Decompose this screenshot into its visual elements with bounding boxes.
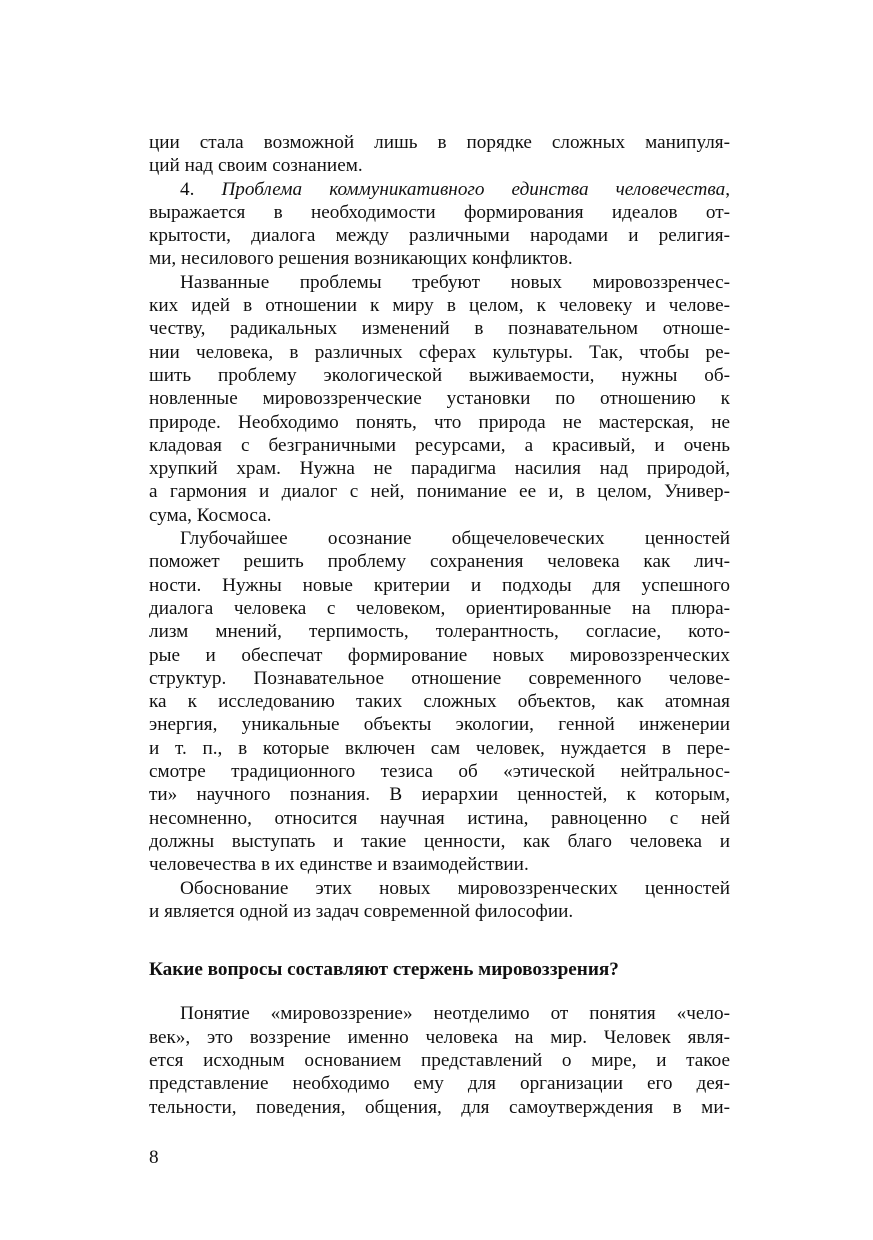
paragraph-4 <box>149 527 730 876</box>
text-line: сума, Космоса. <box>149 504 272 526</box>
spacer <box>149 923 730 958</box>
spacer <box>149 981 730 1002</box>
text-line: ности. Нужны новые критерии и подходы для успешного <box>149 574 730 596</box>
text-line: кладовая с безграничными ресурсами, а красивый, и очень <box>149 434 730 456</box>
text-line: выражается в необходимости формирования идеалов от- <box>149 201 730 223</box>
text-line: Понятие «мировоззрение» неотделимо от понятия «чело- <box>180 1003 730 1025</box>
text-line: ти» научного познания. В иерархии ценностей, к которым, <box>149 784 730 806</box>
text-line: и т. п., в которые включен сам человек, нуждается в пере- <box>149 737 730 759</box>
text-line: ций над своим сознанием. <box>149 155 363 177</box>
text-line: Обоснование этих новых мировоззренческих ценностей <box>180 877 730 899</box>
list-number: 4. <box>180 178 222 200</box>
text-line: хрупкий храм. Нужна не парадигма насилия над природой, <box>149 458 730 480</box>
text-line: представление необходимо ему для организации его дея- <box>149 1073 730 1095</box>
text-line: крытости, диалога между различными народами и религия- <box>149 225 730 247</box>
text-block <box>149 131 730 1119</box>
page-number: 8 <box>149 1147 159 1168</box>
paragraph-6 <box>149 1002 730 1118</box>
text-line: несомненно, относится научная истина, равноценно с ней <box>149 807 730 829</box>
text-line: ких идей в отношении к миру в целом, к человеку и челове- <box>149 295 730 317</box>
text-line: шить проблему экологической выживаемости, нужны об- <box>149 364 730 386</box>
text-line: ми, несилового решения возникающих конфликтов. <box>149 248 573 270</box>
text-line: смотре традиционного тезиса об «этической нейтральнос- <box>149 761 730 783</box>
text-line: диалога человека с человеком, ориентированные на плюра- <box>149 597 730 619</box>
text-line: рые и обеспечат формирование новых мировоззренческих <box>149 644 730 666</box>
text-line: нии человека, в различных сферах культуры. Так, чтобы ре- <box>149 341 730 363</box>
italic-term: Проблема коммуникативного единства человечества <box>221 178 726 200</box>
paragraph-5 <box>149 877 730 924</box>
paragraph-3 <box>149 271 730 527</box>
text-line: ется исходным основанием представлений о мире, и такое <box>149 1049 730 1071</box>
text-line: поможет решить проблему сохранения человека как лич- <box>149 551 730 573</box>
paragraph-1 <box>149 131 730 178</box>
text-line: а гармония и диалог с ней, понимание ее и, в целом, Универ- <box>149 481 730 503</box>
text-line: ка к исследованию таких сложных объектов, как атомная <box>149 691 730 713</box>
text-line: честву, радикальных изменений в познавательном отноше- <box>149 318 730 340</box>
text-line <box>149 178 730 201</box>
section-heading: Какие вопросы составляют стержень мировоззрения? <box>149 959 619 981</box>
text-line: структур. Познавательное отношение современного челове- <box>149 667 730 689</box>
text-line: Названные проблемы требуют новых мировоззренчес- <box>180 271 730 293</box>
text-line: энергия, уникальные объекты экологии, генной инженерии <box>149 714 730 736</box>
text-line: должны выступать и такие ценности, как благо человека и <box>149 830 730 852</box>
text-line: век», это воззрение именно человека на мир. Человек явля- <box>149 1026 730 1048</box>
comma: , <box>725 178 730 200</box>
text-line: ции стала возможной лишь в порядке сложных манипуля- <box>149 132 730 153</box>
text-line: лизм мнений, терпимость, толерантность, согласие, кото- <box>149 621 730 643</box>
text-line: тельности, поведения, общения, для самоутверждения в ми- <box>149 1096 730 1118</box>
text-line: природе. Необходимо понять, что природа не мастерская, не <box>149 411 730 433</box>
text-line: новленные мировоззренческие установки по отношению к <box>149 388 730 410</box>
paragraph-2 <box>149 178 730 271</box>
text-line: человечества в их единстве и взаимодействии. <box>149 854 529 876</box>
text-line: и является одной из задач современной философии. <box>149 900 574 922</box>
text-line: Глубочайшее осознание общечеловеческих ценностей <box>180 528 730 550</box>
